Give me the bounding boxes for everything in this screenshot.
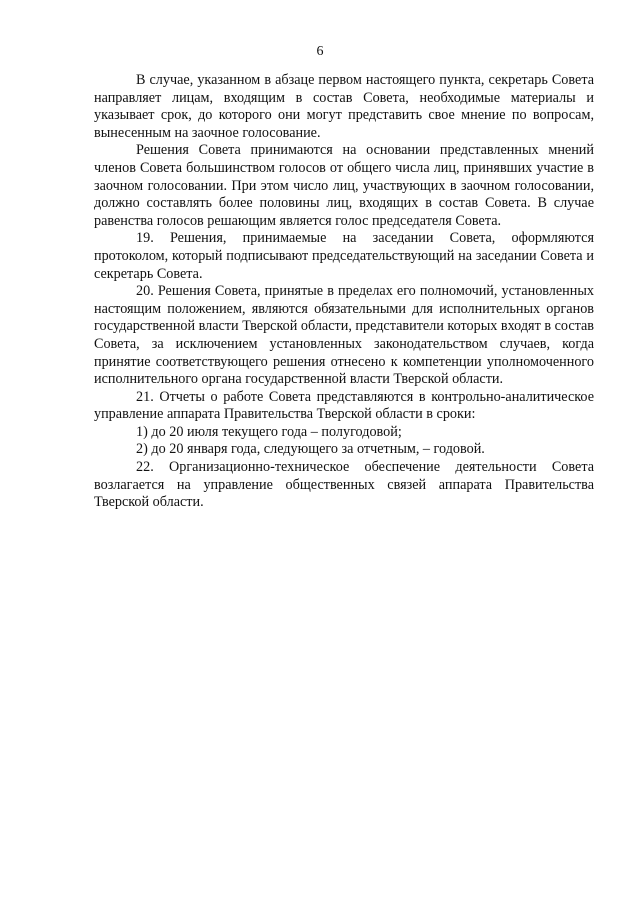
paragraph-22-support: 22. Организационно-техническое обеспечение деятельности Совета возлагается на управление общественных связей аппарата Правительства Тверской области.: [94, 459, 594, 511]
page-number: 6: [316, 44, 324, 59]
list-item-annual-report: 2) до 20 января года, следующего за отчетным, – годовой.: [136, 441, 485, 458]
paragraph-21-reports: 21. Отчеты о работе Совета представляются в контрольно-аналитическое управление аппарата Правительства Тверской области в сроки:: [94, 388, 594, 423]
paragraph-19-protocol: 19. Решения, принимаемые на заседании Совета, оформляются протоколом, который подписывают председательствующий на заседании Совета и секретарь Совета.: [94, 230, 594, 282]
paragraph-20-binding-decisions: 20. Решения Совета, принятые в пределах его полномочий, установленных настоящим положением, являются обязательными для исполнительных органов государственной власти Тверской области, представители которых входят в состав Совета, за исключением установленных законодательством случаев, когда принятие соответствующего решения отнесено к компетенции уполномоченного исполнительного органа государственной власти Тверской области.: [94, 283, 594, 388]
list-item-half-year-report: 1) до 20 июля текущего года – полугодовой;: [136, 423, 402, 440]
document-body: [94, 72, 594, 512]
paragraph-survey-materials: В случае, указанном в абзаце первом настоящего пункта, секретарь Совета направляет лицам, входящим в состав Совета, необходимые материалы и указывает срок, до которого они могут представить свое мнение по вопросам, вынесенным на заочное голосование.: [94, 72, 594, 141]
paragraph-survey-decisions: Решения Совета принимаются на основании представленных мнений членов Совета большинством голосов от общего числа лиц, принявших участие в заочном голосовании. При этом число лиц, участвующих в заочном голосовании, должно составлять более половины лиц, входящих в состав Совета. В случае равенства голосов решающим является голос председателя Совета.: [94, 142, 594, 229]
